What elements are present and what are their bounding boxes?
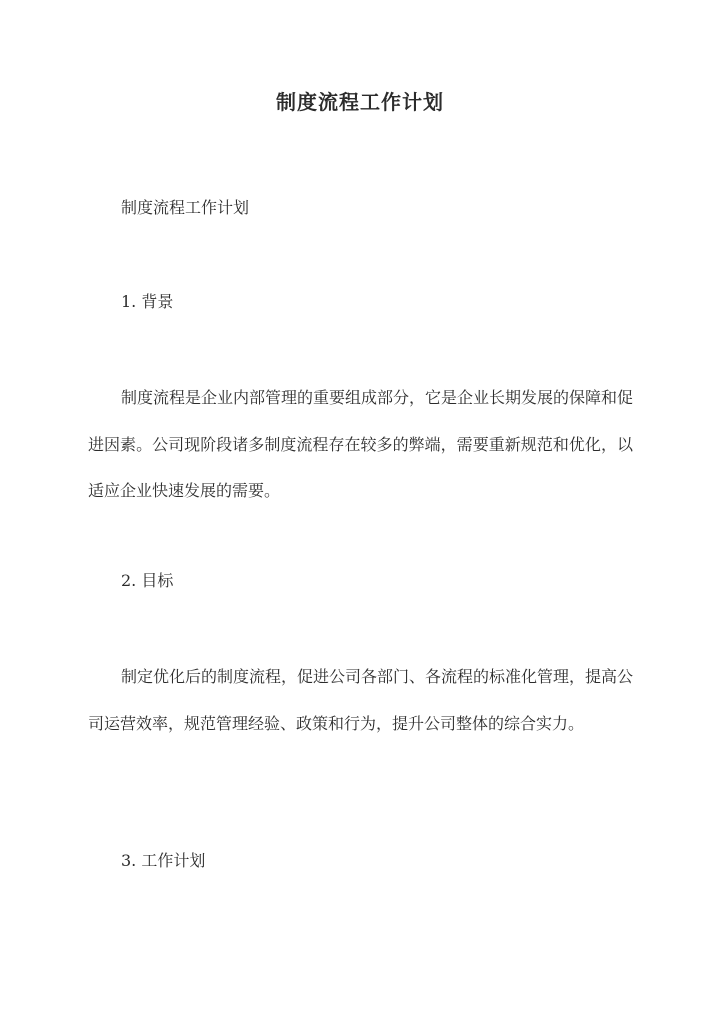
section-heading-work-plan: 3. 工作计划 bbox=[121, 851, 206, 870]
section-body-goal: 制定优化后的制度流程，促进公司各部门、各流程的标准化管理，提高公司运营效率，规范管理经验、政策和行为，提升公司整体的综合实力。 bbox=[88, 667, 634, 733]
document-title: 制度流程工作计划 bbox=[276, 90, 444, 114]
section-heading-background: 1. 背景 bbox=[121, 292, 174, 311]
document-subtitle: 制度流程工作计划 bbox=[121, 198, 250, 217]
section-heading-goal: 2. 目标 bbox=[121, 571, 174, 590]
section-body-background: 制度流程是企业内部管理的重要组成部分，它是企业长期发展的保障和促进因素。公司现阶段诸多制度流程存在较多的弊端，需要重新规范和优化，以适应企业快速发展的需要。 bbox=[88, 388, 634, 500]
